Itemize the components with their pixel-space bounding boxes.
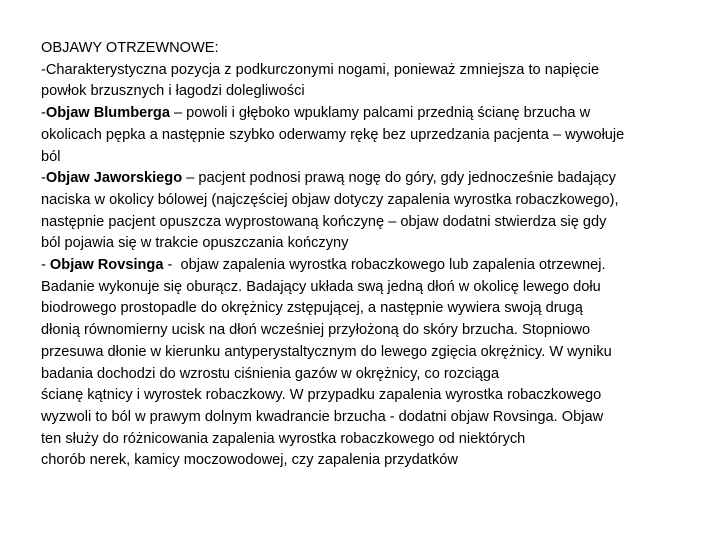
jaworski-line-2: naciska w okolicy bólowej (najczęściej objaw dotyczy zapalenia wyrostka robaczkowego), — [41, 191, 619, 208]
jaworski-term: Objaw Jaworskiego — [45, 170, 183, 187]
rovsing-line-4: dłonią równomierny ucisk na dłoń wcześniej przyłożoną do skóry brzucha. Stopniowo — [41, 322, 591, 339]
rovsing-line-5: przesuwa dłonie w kierunku antyperystaltycznym do lewego zgięcia okrężnicy. W wyniku — [41, 343, 612, 360]
jaworski-prefix: - — [41, 170, 46, 187]
rovsing-line-1 — [41, 255, 713, 277]
rovsing-line-7: ścianę kątnicy i wyrostek robaczkowy. W przypadku zapalenia wyrostka robaczkowego — [41, 387, 602, 404]
rovsing-line-9: ten służy do różnicowania zapalenia wyrostka robaczkowego od niektórych — [41, 430, 526, 447]
blumberg-desc: – powoli i głęboko wpuklamy palcami przednią ścianę brzucha w — [169, 105, 591, 122]
blumberg-term: Objaw Blumberga — [45, 105, 170, 122]
rovsing-line-10: chorób nerek, kamicy moczowodowej, czy zapalenia przydatków — [41, 452, 458, 469]
rovsing-line-3: biodrowego prostopadle do okrężnicy zstępującej, a następnie wywiera swoją drugą — [41, 300, 583, 317]
rovsing-term: Objaw Rovsinga — [49, 257, 164, 274]
rovsing-line-8: wyzwoli to ból w prawym dolnym kwadrancie brzucha - dodatni objaw Rovsinga. Objaw — [41, 408, 604, 425]
jaworski-desc: – pacjent podnosi prawą nogę do góry, gdy jednocześnie badający — [182, 170, 616, 187]
rovsing-desc: - objaw zapalenia wyrostka robaczkowego lub zapalenia otrzewnej. — [163, 257, 606, 274]
jaworski-line-1 — [41, 168, 713, 190]
blumberg-line-1 — [41, 103, 713, 125]
blumberg-line-3: ból — [41, 148, 61, 165]
heading: OBJAWY OTRZEWNOWE: — [41, 40, 219, 56]
text-body — [41, 38, 713, 472]
jaworski-line-4: ból pojawia się w trakcie opuszczania kończyny — [41, 235, 349, 252]
posture-line-2: powłok brzusznych i łagodzi dolegliwości — [41, 83, 305, 100]
blumberg-line-2: okolicach pępka a następnie szybko oderwamy rękę bez uprzedzania pacjenta – wywołuje — [41, 126, 625, 143]
rovsing-prefix: - — [41, 257, 50, 274]
jaworski-line-3: następnie pacjent opuszcza wyprostowaną kończynę – objaw dodatni stwierdza się gdy — [41, 213, 607, 230]
rovsing-line-2: Badanie wykonuje się oburącz. Badający układa swą jedną dłoń w okolicę lewego dołu — [41, 278, 601, 295]
rovsing-line-6: badania dochodzi do wzrostu ciśnienia gazów w okrężnicy, co rozciąga — [41, 365, 500, 382]
posture-line-1: -Charakterystyczna pozycja z podkurczonymi nogami, ponieważ zmniejsza to napięcie — [41, 61, 600, 78]
blumberg-prefix: - — [41, 105, 46, 122]
